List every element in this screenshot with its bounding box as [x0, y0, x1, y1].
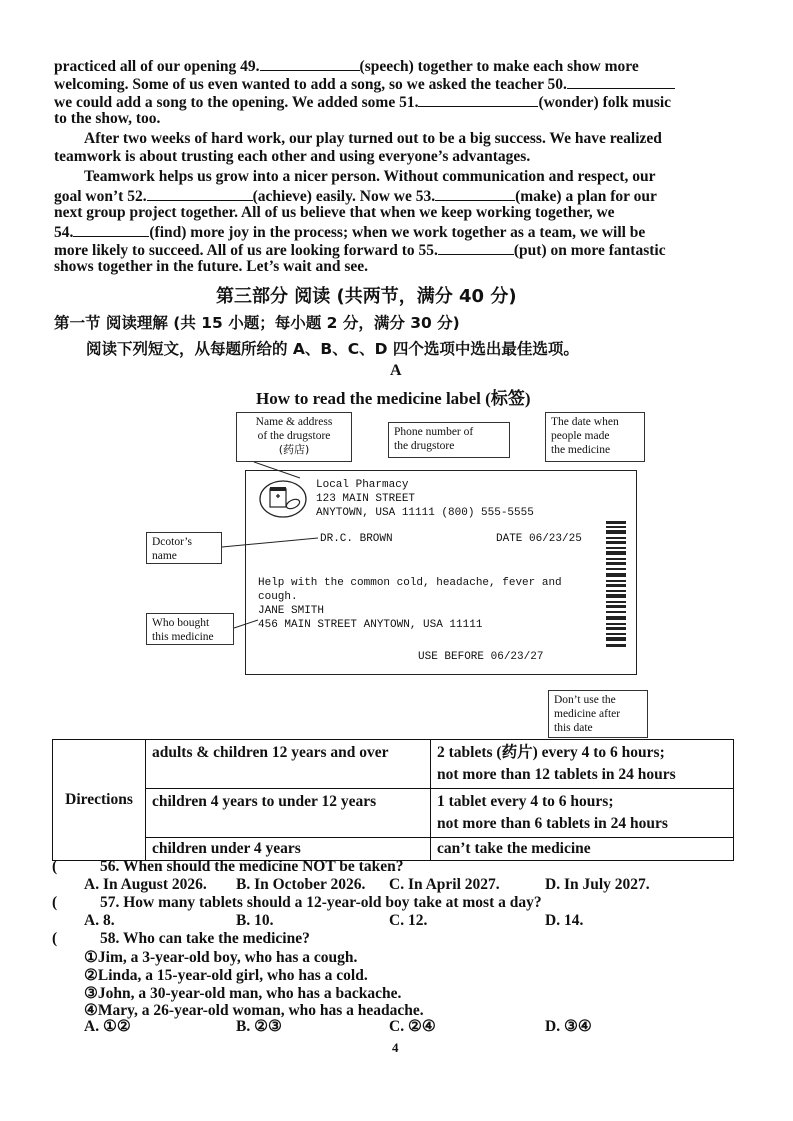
cloze-line: more likely to succeed. All of us are looking forward to 55. (put) on more fantastic [54, 242, 666, 259]
callout-date-made: The date when people made the medicine [545, 412, 645, 462]
option-a[interactable]: A. In August 2026. [84, 876, 207, 893]
option-b[interactable]: B. ②③ [236, 1018, 282, 1035]
instruction-text: 阅读下列短文，从每题所给的 A、B、C、D 四个选项中选出最佳选项。 [86, 340, 579, 358]
prescription-date: DATE 06/23/25 [496, 533, 582, 545]
list-item: ④Mary, a 26-year-old woman, who has a headache. [84, 1002, 424, 1019]
cloze-line: practiced all of our opening 49. (speech) together to make each show more [54, 58, 639, 75]
pharmacy-street: 123 MAIN STREET [316, 493, 416, 505]
directions-table [52, 739, 734, 861]
option-b[interactable]: B. In October 2026. [236, 876, 366, 893]
medicine-label [245, 470, 637, 675]
list-item: ①Jim, a 3-year-old boy, who has a cough. [84, 949, 358, 966]
directions-age-group: adults & children 12 years and over [146, 740, 431, 789]
cloze-line: next group project together. All of us believe that when we keep working together, we [54, 204, 615, 221]
cloze-line: teamwork is about trusting each other and using everyone’s advantages. [54, 148, 531, 165]
passage-title: How to read the medicine label (标签) [256, 389, 531, 408]
directions-age-group: children 4 years to under 12 years [146, 789, 431, 838]
subsection-heading: 第一节 阅读理解 (共 15 小题；每小题 2 分，满分 30 分) [54, 314, 460, 332]
option-a[interactable]: A. ①② [84, 1018, 131, 1035]
callout-buyer: Who bought this medicine [146, 613, 234, 645]
callout-dont-use: Don’t use the medicine after this date [548, 690, 648, 738]
directions-dosage: can’t take the medicine [431, 838, 734, 861]
question-text: 57. How many tablets should a 12-year-old boy take at most a day? [100, 894, 542, 911]
option-c[interactable]: C. 12. [389, 912, 428, 929]
pharmacy-logo-icon [258, 479, 308, 519]
answer-paren[interactable]: ( [52, 858, 58, 875]
directions-dosage: 2 tablets (药片) every 4 to 6 hours; not more than 12 tablets in 24 hours [431, 740, 734, 789]
directions-header: Directions [53, 740, 146, 861]
list-item: ③John, a 30-year-old man, who has a backache. [84, 985, 402, 1002]
barcode-icon [606, 521, 628, 651]
passage-letter: A [390, 362, 402, 379]
cloze-line: 54. (find) more joy in the process; when we work together as a team, we will be [54, 224, 646, 241]
option-d[interactable]: D. ③④ [545, 1018, 592, 1035]
callout-phone: Phone number of the drugstore [388, 422, 510, 458]
cloze-line: shows together in the future. Let’s wait and see. [54, 258, 369, 275]
pharmacy-name: Local Pharmacy [316, 479, 409, 491]
use-before-date: USE BEFORE 06/23/27 [418, 651, 544, 663]
question-text: 58. Who can take the medicine? [100, 930, 310, 947]
usage-text: Help with the common cold, headache, fever and [258, 577, 562, 589]
directions-age-group: children under 4 years [146, 838, 431, 861]
directions-dosage: 1 tablet every 4 to 6 hours; not more than 6 tablets in 24 hours [431, 789, 734, 838]
option-d[interactable]: D. In July 2027. [545, 876, 650, 893]
patient-name: JANE SMITH [258, 605, 325, 617]
cloze-line: goal won’t 52. (achieve) easily. Now we 53. (make) a plan for our [54, 188, 657, 205]
list-item: ②Linda, a 15-year-old girl, who has a cold. [84, 967, 368, 984]
callout-doctor: Dcotor’s name [146, 532, 222, 564]
cloze-line: to the show, too. [54, 110, 161, 127]
cloze-line: we could add a song to the opening. We added some 51. (wonder) folk music [54, 94, 672, 111]
cloze-line: After two weeks of hard work, our play turned out to be a big success. We have realized [84, 130, 662, 147]
cloze-line: Teamwork helps us grow into a nicer person. Without communication and respect, our [84, 168, 656, 185]
cloze-line: welcoming. Some of us even wanted to add a song, so we asked the teacher 50. [54, 74, 675, 94]
page-number: 4 [392, 1040, 399, 1055]
question-text: 56. When should the medicine NOT be taken? [100, 858, 404, 875]
answer-paren[interactable]: ( [52, 894, 58, 911]
option-c[interactable]: C. ②④ [389, 1018, 436, 1035]
callout-name-address: Name & address of the drugstore (药店) [236, 412, 352, 462]
pharmacy-city-phone: ANYTOWN, USA 11111 (800) 555-5555 [316, 507, 534, 519]
section-heading: 第三部分 阅读 (共两节，满分 40 分) [216, 286, 517, 307]
usage-text-cont: cough. [258, 591, 298, 603]
option-c[interactable]: C. In April 2027. [389, 876, 500, 893]
option-a[interactable]: A. 8. [84, 912, 115, 929]
option-b[interactable]: B. 10. [236, 912, 274, 929]
answer-paren[interactable]: ( [52, 930, 58, 947]
option-d[interactable]: D. 14. [545, 912, 584, 929]
patient-address: 456 MAIN STREET ANYTOWN, USA 11111 [258, 619, 483, 631]
doctor-name: DR.C. BROWN [320, 533, 393, 545]
